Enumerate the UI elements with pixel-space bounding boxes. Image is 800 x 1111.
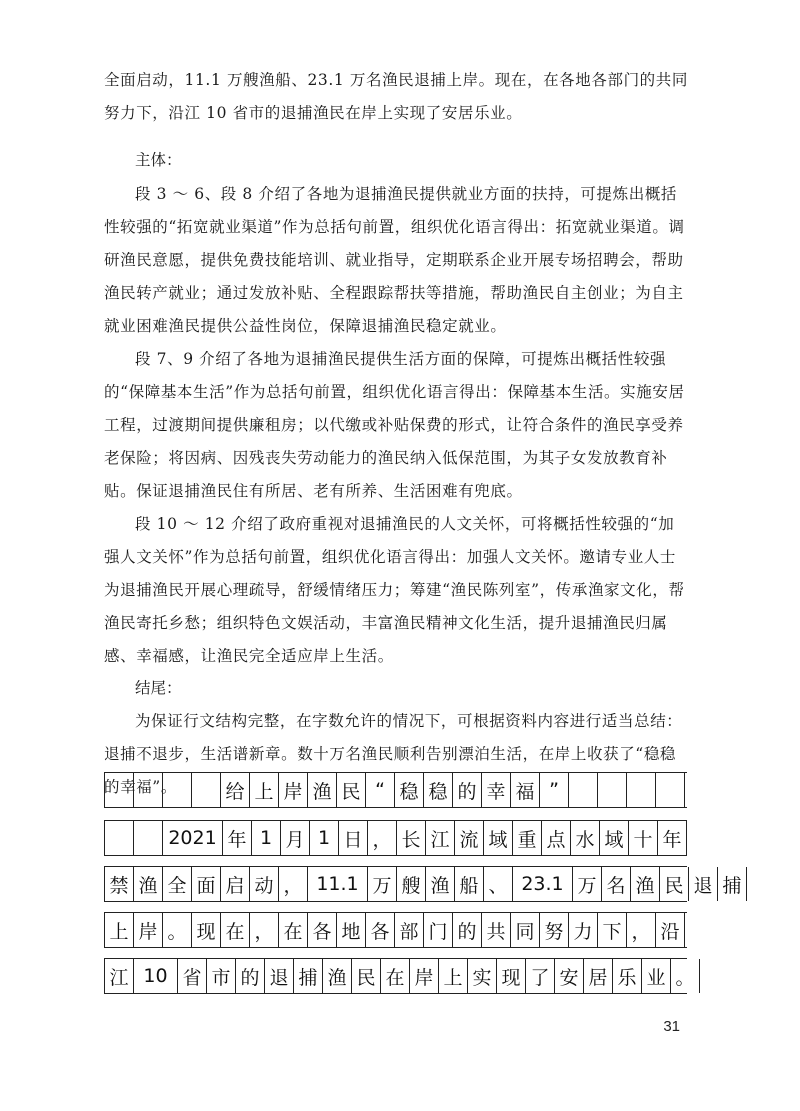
grid-cell: 域 bbox=[600, 821, 629, 855]
grid-cell: 幸 bbox=[482, 773, 511, 807]
grid-cell: ， bbox=[250, 913, 279, 947]
paragraph-conclusion: 为保证行文结构完整，在字数允许的情况下，可根据资料内容进行适当总结：退捕不退步，生活谱新章。数十万名渔民顺利告别漂泊生活，在岸上收获了“稳稳的幸福”。 bbox=[104, 712, 683, 796]
grid-cell: 各 bbox=[308, 913, 337, 947]
grid-cell: 捕 bbox=[294, 959, 323, 993]
grid-cell: 在 bbox=[381, 959, 410, 993]
grid-cell: 稳 bbox=[424, 773, 453, 807]
grid-cell: 民 bbox=[352, 959, 381, 993]
grid-row-5 bbox=[104, 958, 695, 994]
grid-cell: 退 bbox=[689, 867, 718, 901]
grid-cell: 船 bbox=[455, 867, 484, 901]
grid-cell: 渔 bbox=[323, 959, 352, 993]
grid-cell: 、 bbox=[484, 867, 513, 901]
grid-cell: 11.1 bbox=[308, 867, 368, 901]
grid-cell: 上 bbox=[105, 913, 134, 947]
grid-cell: 启 bbox=[221, 867, 250, 901]
grid-cell: 在 bbox=[279, 913, 308, 947]
grid-cell: 了 bbox=[526, 959, 555, 993]
grid-cell: 业 bbox=[642, 959, 671, 993]
page-number: 31 bbox=[663, 1018, 680, 1035]
grid-cell: 安 bbox=[555, 959, 584, 993]
grid-cell: 名 bbox=[602, 867, 631, 901]
grid-cell: 江 bbox=[426, 821, 455, 855]
grid-cell: 面 bbox=[192, 867, 221, 901]
grid-cell: 市 bbox=[207, 959, 236, 993]
paragraph-intro-continued: 全面启动，11.1 万艘渔船、23.1 万名渔民退捕上岸。现在，在各地各部门的共同努力下，沿江 10 省市的退捕渔民在岸上实现了安居乐业。 bbox=[104, 71, 688, 122]
grid-cell: 稳 bbox=[395, 773, 424, 807]
paragraph-humanistic-care: 段 10 ～ 12 介绍了政府重视对退捕渔民的人文关怀，可将概括性较强的“加强人文关怀”作为总括句前置，组织优化语言得出：加强人文关怀。邀请专业人士为退捕渔民开展心理疏导，舒缓情绪压力；筹建“渔民陈列室”，传承渔家文化，帮渔民寄托乡愁；组织特色文娱活动，丰富渔民精神文化生活，提升退捕渔民归属感、幸福感，让渔民完全适应岸上生活。 bbox=[104, 515, 685, 665]
grid-cell: 乐 bbox=[613, 959, 642, 993]
grid-cell: 万 bbox=[368, 867, 397, 901]
grid-cell: 在 bbox=[221, 913, 250, 947]
grid-cell bbox=[627, 773, 656, 807]
grid-cell: 共 bbox=[482, 913, 511, 947]
grid-cell: 岸 bbox=[410, 959, 439, 993]
grid-cell: 域 bbox=[484, 821, 513, 855]
grid-cell: 渔 bbox=[426, 867, 455, 901]
heading-ending: 结尾： bbox=[135, 679, 182, 697]
grid-cell: 日 bbox=[339, 821, 368, 855]
grid-cell: 2021 bbox=[163, 821, 223, 855]
grid-cell: 艘 bbox=[397, 867, 426, 901]
grid-cell: 的 bbox=[453, 773, 482, 807]
grid-cell: “ bbox=[366, 773, 395, 807]
grid-cell: 现 bbox=[192, 913, 221, 947]
paragraph-livelihood: 段 7、9 介绍了各地为退捕渔民提供生活方面的保障，可提炼出概括性较强的“保障基本生活”作为总括句前置，组织优化语言得出：保障基本生活。实施安居工程，过渡期间提供廉租房；以代缴或补贴保费的形式，让符合条件的渔民享受养老保险；将因病、因残丧失劳动能力的渔民纳入低保范围，为其子女发放教育补贴。保证退捕渔民住有所居、老有所养、生活困难有兜底。 bbox=[104, 350, 685, 500]
grid-cell: 全 bbox=[163, 867, 192, 901]
grid-cell: 努 bbox=[540, 913, 569, 947]
grid-cell: 省 bbox=[178, 959, 207, 993]
grid-cell: 年 bbox=[658, 821, 687, 855]
grid-cell: 点 bbox=[542, 821, 571, 855]
grid-cell: 力 bbox=[569, 913, 598, 947]
grid-cell bbox=[134, 773, 163, 807]
grid-cell bbox=[192, 773, 221, 807]
grid-cell: 现 bbox=[497, 959, 526, 993]
grid-cell: 沿 bbox=[656, 913, 685, 947]
grid-cell: 禁 bbox=[105, 867, 134, 901]
grid-cell bbox=[163, 773, 192, 807]
grid-cell: 水 bbox=[571, 821, 600, 855]
grid-cell bbox=[656, 773, 685, 807]
grid-cell: 同 bbox=[511, 913, 540, 947]
grid-cell: 地 bbox=[337, 913, 366, 947]
grid-cell: 上 bbox=[439, 959, 468, 993]
grid-cell: 部 bbox=[395, 913, 424, 947]
grid-cell: ” bbox=[540, 773, 569, 807]
grid-cell: 重 bbox=[513, 821, 542, 855]
grid-cell bbox=[105, 821, 134, 855]
grid-cell: 下 bbox=[598, 913, 627, 947]
grid-cell: 年 bbox=[223, 821, 252, 855]
grid-cell: 渔 bbox=[308, 773, 337, 807]
grid-cell: 流 bbox=[455, 821, 484, 855]
grid-cell: 实 bbox=[468, 959, 497, 993]
grid-cell bbox=[598, 773, 627, 807]
grid-cell: 岸 bbox=[279, 773, 308, 807]
grid-cell: ， bbox=[279, 867, 308, 901]
grid-cell: 的 bbox=[453, 913, 482, 947]
grid-row-title bbox=[104, 772, 687, 808]
grid-cell: 捕 bbox=[718, 867, 747, 901]
grid-cell bbox=[569, 773, 598, 807]
grid-cell: 上 bbox=[250, 773, 279, 807]
grid-cell: 门 bbox=[424, 913, 453, 947]
grid-cell: 十 bbox=[629, 821, 658, 855]
grid-cell: ， bbox=[368, 821, 397, 855]
grid-row-4 bbox=[104, 912, 687, 948]
grid-cell: 民 bbox=[660, 867, 689, 901]
grid-cell: 。 bbox=[671, 959, 700, 993]
grid-cell bbox=[105, 773, 134, 807]
grid-row-2 bbox=[104, 820, 687, 856]
grid-cell: 民 bbox=[337, 773, 366, 807]
grid-cell: ， bbox=[627, 913, 656, 947]
paragraph-employment: 段 3 ～ 6、段 8 介绍了各地为退捕渔民提供就业方面的扶持，可提炼出概括性较强的“拓宽就业渠道”作为总括句前置，组织优化语言得出：拓宽就业渠道。调研渔民意愿，提供免费技能培训、就业指导，定期联系企业开展专场招聘会，帮助渔民转产就业；通过发放补贴、全程跟踪帮扶等措施，帮助渔民自主创业；为自主就业困难渔民提供公益性岗位，保障退捕渔民稳定就业。 bbox=[104, 185, 685, 335]
grid-cell: 长 bbox=[397, 821, 426, 855]
grid-cell: 福 bbox=[511, 773, 540, 807]
grid-cell: 给 bbox=[221, 773, 250, 807]
grid-cell: 。 bbox=[163, 913, 192, 947]
grid-cell: 岸 bbox=[134, 913, 163, 947]
grid-cell: 1 bbox=[252, 821, 281, 855]
grid-cell: 万 bbox=[573, 867, 602, 901]
grid-cell: 居 bbox=[584, 959, 613, 993]
grid-cell: 10 bbox=[134, 959, 178, 993]
grid-cell: 1 bbox=[310, 821, 339, 855]
grid-cell: 动 bbox=[250, 867, 279, 901]
grid-cell: 的 bbox=[236, 959, 265, 993]
grid-cell: 23.1 bbox=[513, 867, 573, 901]
grid-cell: 渔 bbox=[631, 867, 660, 901]
grid-cell bbox=[134, 821, 163, 855]
grid-cell: 江 bbox=[105, 959, 134, 993]
grid-cell: 各 bbox=[366, 913, 395, 947]
grid-row-3 bbox=[104, 866, 742, 902]
grid-cell: 渔 bbox=[134, 867, 163, 901]
grid-cell: 月 bbox=[281, 821, 310, 855]
grid-cell: 退 bbox=[265, 959, 294, 993]
heading-main: 主体： bbox=[135, 151, 182, 169]
